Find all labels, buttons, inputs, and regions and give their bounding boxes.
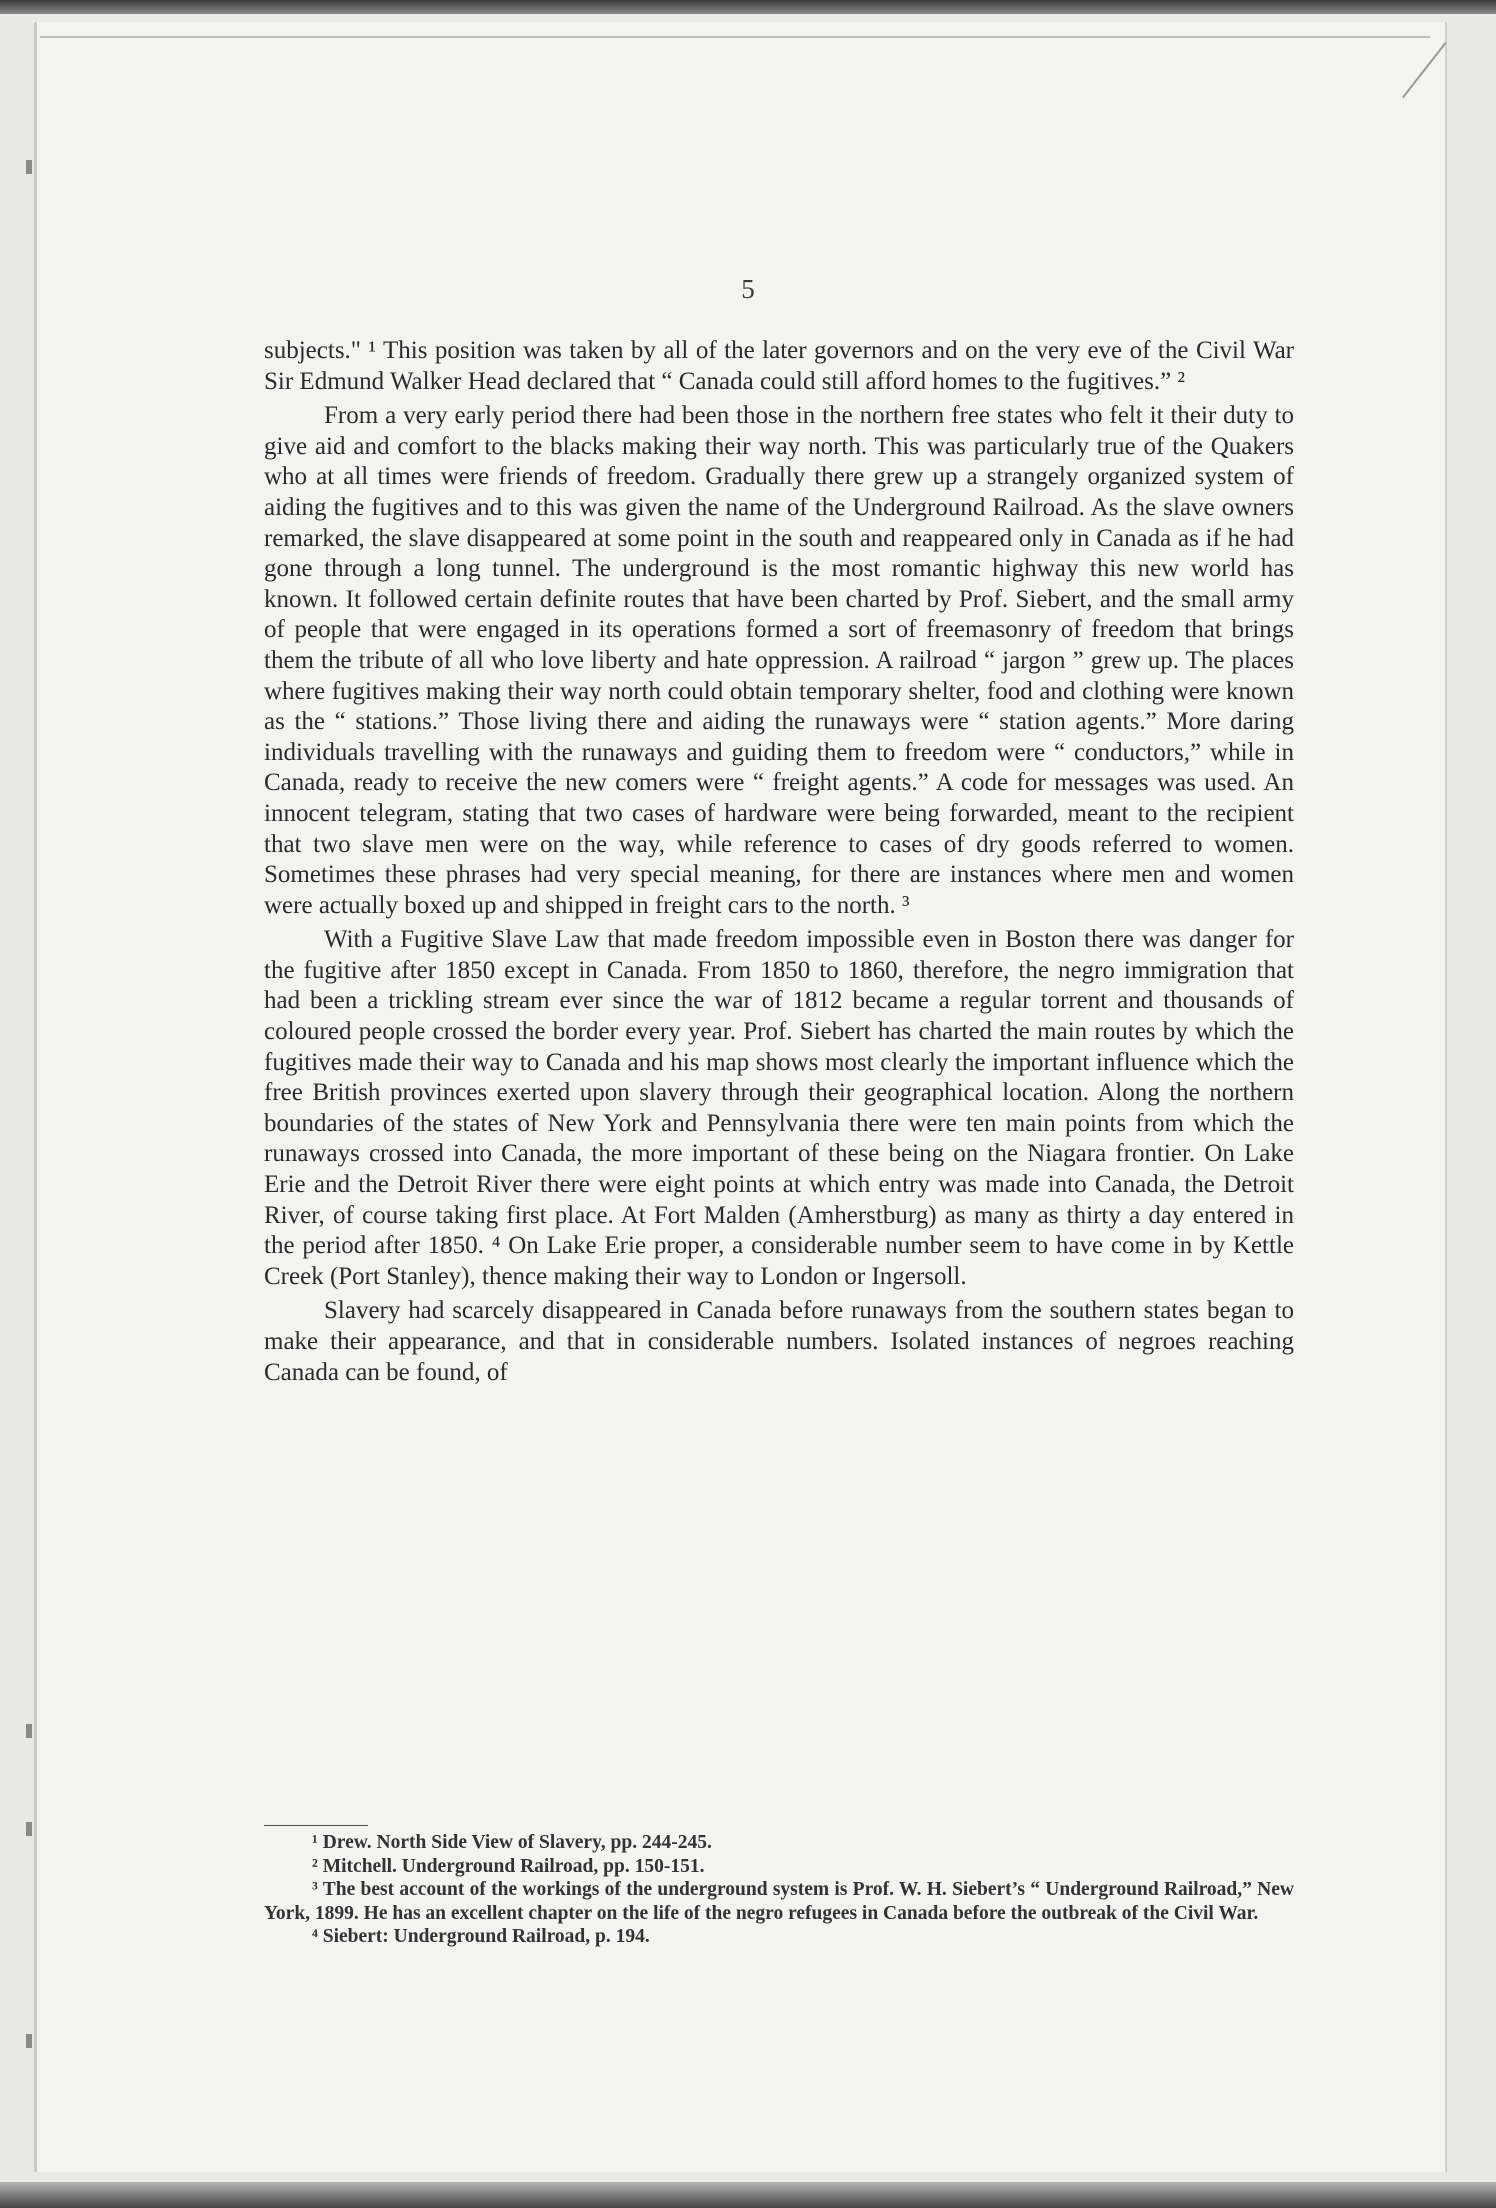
binding-mark [26,1724,32,1738]
binding-mark [26,160,32,174]
binding-mark [26,1822,32,1836]
scan-border-top [0,0,1496,14]
body-text [264,336,1294,1392]
binding-mark [26,2034,32,2048]
scan-border-bottom [0,2182,1496,2208]
page-corner-fold [1402,42,1496,141]
paragraph-4: Slavery had scarcely disappeared in Canada before runaways from the southern states began to make their appearance, and that in considerable numbers. Isolated instances of negroes reaching Canada can be found, of [264,1297,1294,1386]
footnote-2: ² Mitchell. Underground Railroad, pp. 150-151. [312,1855,705,1877]
footnote-1: ¹ Drew. North Side View of Slavery, pp. 244-245. [312,1832,712,1853]
paragraph-1: subjects." ¹ This position was taken by all of the later governors and on the very eve of the Civil War Sir Edmund Walker Head declared that “ Canada could still afford homes to the fugitives.” ² [264,337,1294,395]
footnote-3: ³ The best account of the workings of the underground system is Prof. W. H. Siebert’s “ Underground Railroad,” New York, 1899. He has an excellent chapter on the life of the negro refugees in Canada before the outbreak of the Civil War. [264,1879,1294,1924]
paragraph-3: With a Fugitive Slave Law that made freedom impossible even in Boston there was danger for the fugitive after 1850 except in Canada. From 1850 to 1860, therefore, the negro immigration that had been a trickling stream ever since the war of 1812 became a regular torrent and thousands of coloured people crossed the border every year. Prof. Siebert has charted the main routes by which the fugitives made their way to Canada and his map shows most clearly the important influence which the free British provinces exerted upon slavery through their geographical location. Along the northern boundaries of the states of New York and Pennsylvania there were ten main points from which the runaways crossed into Canada, the more important of these being on the Niagara frontier. On Lake Erie and the Detroit River there were eight points at which entry was made into Canada, the Detroit River, of course taking first place. At Fort Malden (Amherstburg) as many as thirty a day entered in the period after 1850. ⁴ On Lake Erie proper, a considerable number seem to have come in by Kettle Creek (Port Stanley), thence making their way to London or Ingersoll. [264,926,1294,1290]
paragraph-2: From a very early period there had been those in the northern free states who felt it their duty to give aid and comfort to the blacks making their way north. This was particularly true of the Quakers who at all times were friends of freedom. Gradually there grew up a strangely organized system of aiding the fugitives and to this was given the name of the Underground Railroad. As the slave owners remarked, the slave disappeared at some point in the south and reappeared only in Canada as if he had gone through a long tunnel. The underground is the most romantic highway this new world has known. It followed certain definite routes that have been charted by Prof. Siebert, and the small army of people that were engaged in its operations formed a sort of freemasonry of freedom that brings them the tribute of all who love liberty and hate oppression. A railroad “ jargon ” grew up. The places where fugitives making their way north could obtain temporary shelter, food and clothing were known as the “ stations.” Those living there and aiding the runaways were “ station agents.” More daring individuals travelling with the runaways and guiding them to freedom were “ conductors,” while in Canada, ready to receive the new comers were “ freight agents.” A code for messages was used. An innocent telegram, stating that two cases of hardware were being forwarded, meant to the recipient that two slave men were on the way, while reference to cases of dry goods referred to women. Sometimes these phrases had very special meaning, for there are instances where men and women were actually boxed up and shipped in freight cars to the north. ³ [264,402,1294,919]
footnote-4: ⁴ Siebert: Underground Railroad, p. 194. [312,1926,650,1947]
footnote-rule [264,1825,368,1826]
top-rule [40,36,1430,38]
footnotes [264,1831,1294,1949]
page-number: 5 [741,274,755,304]
